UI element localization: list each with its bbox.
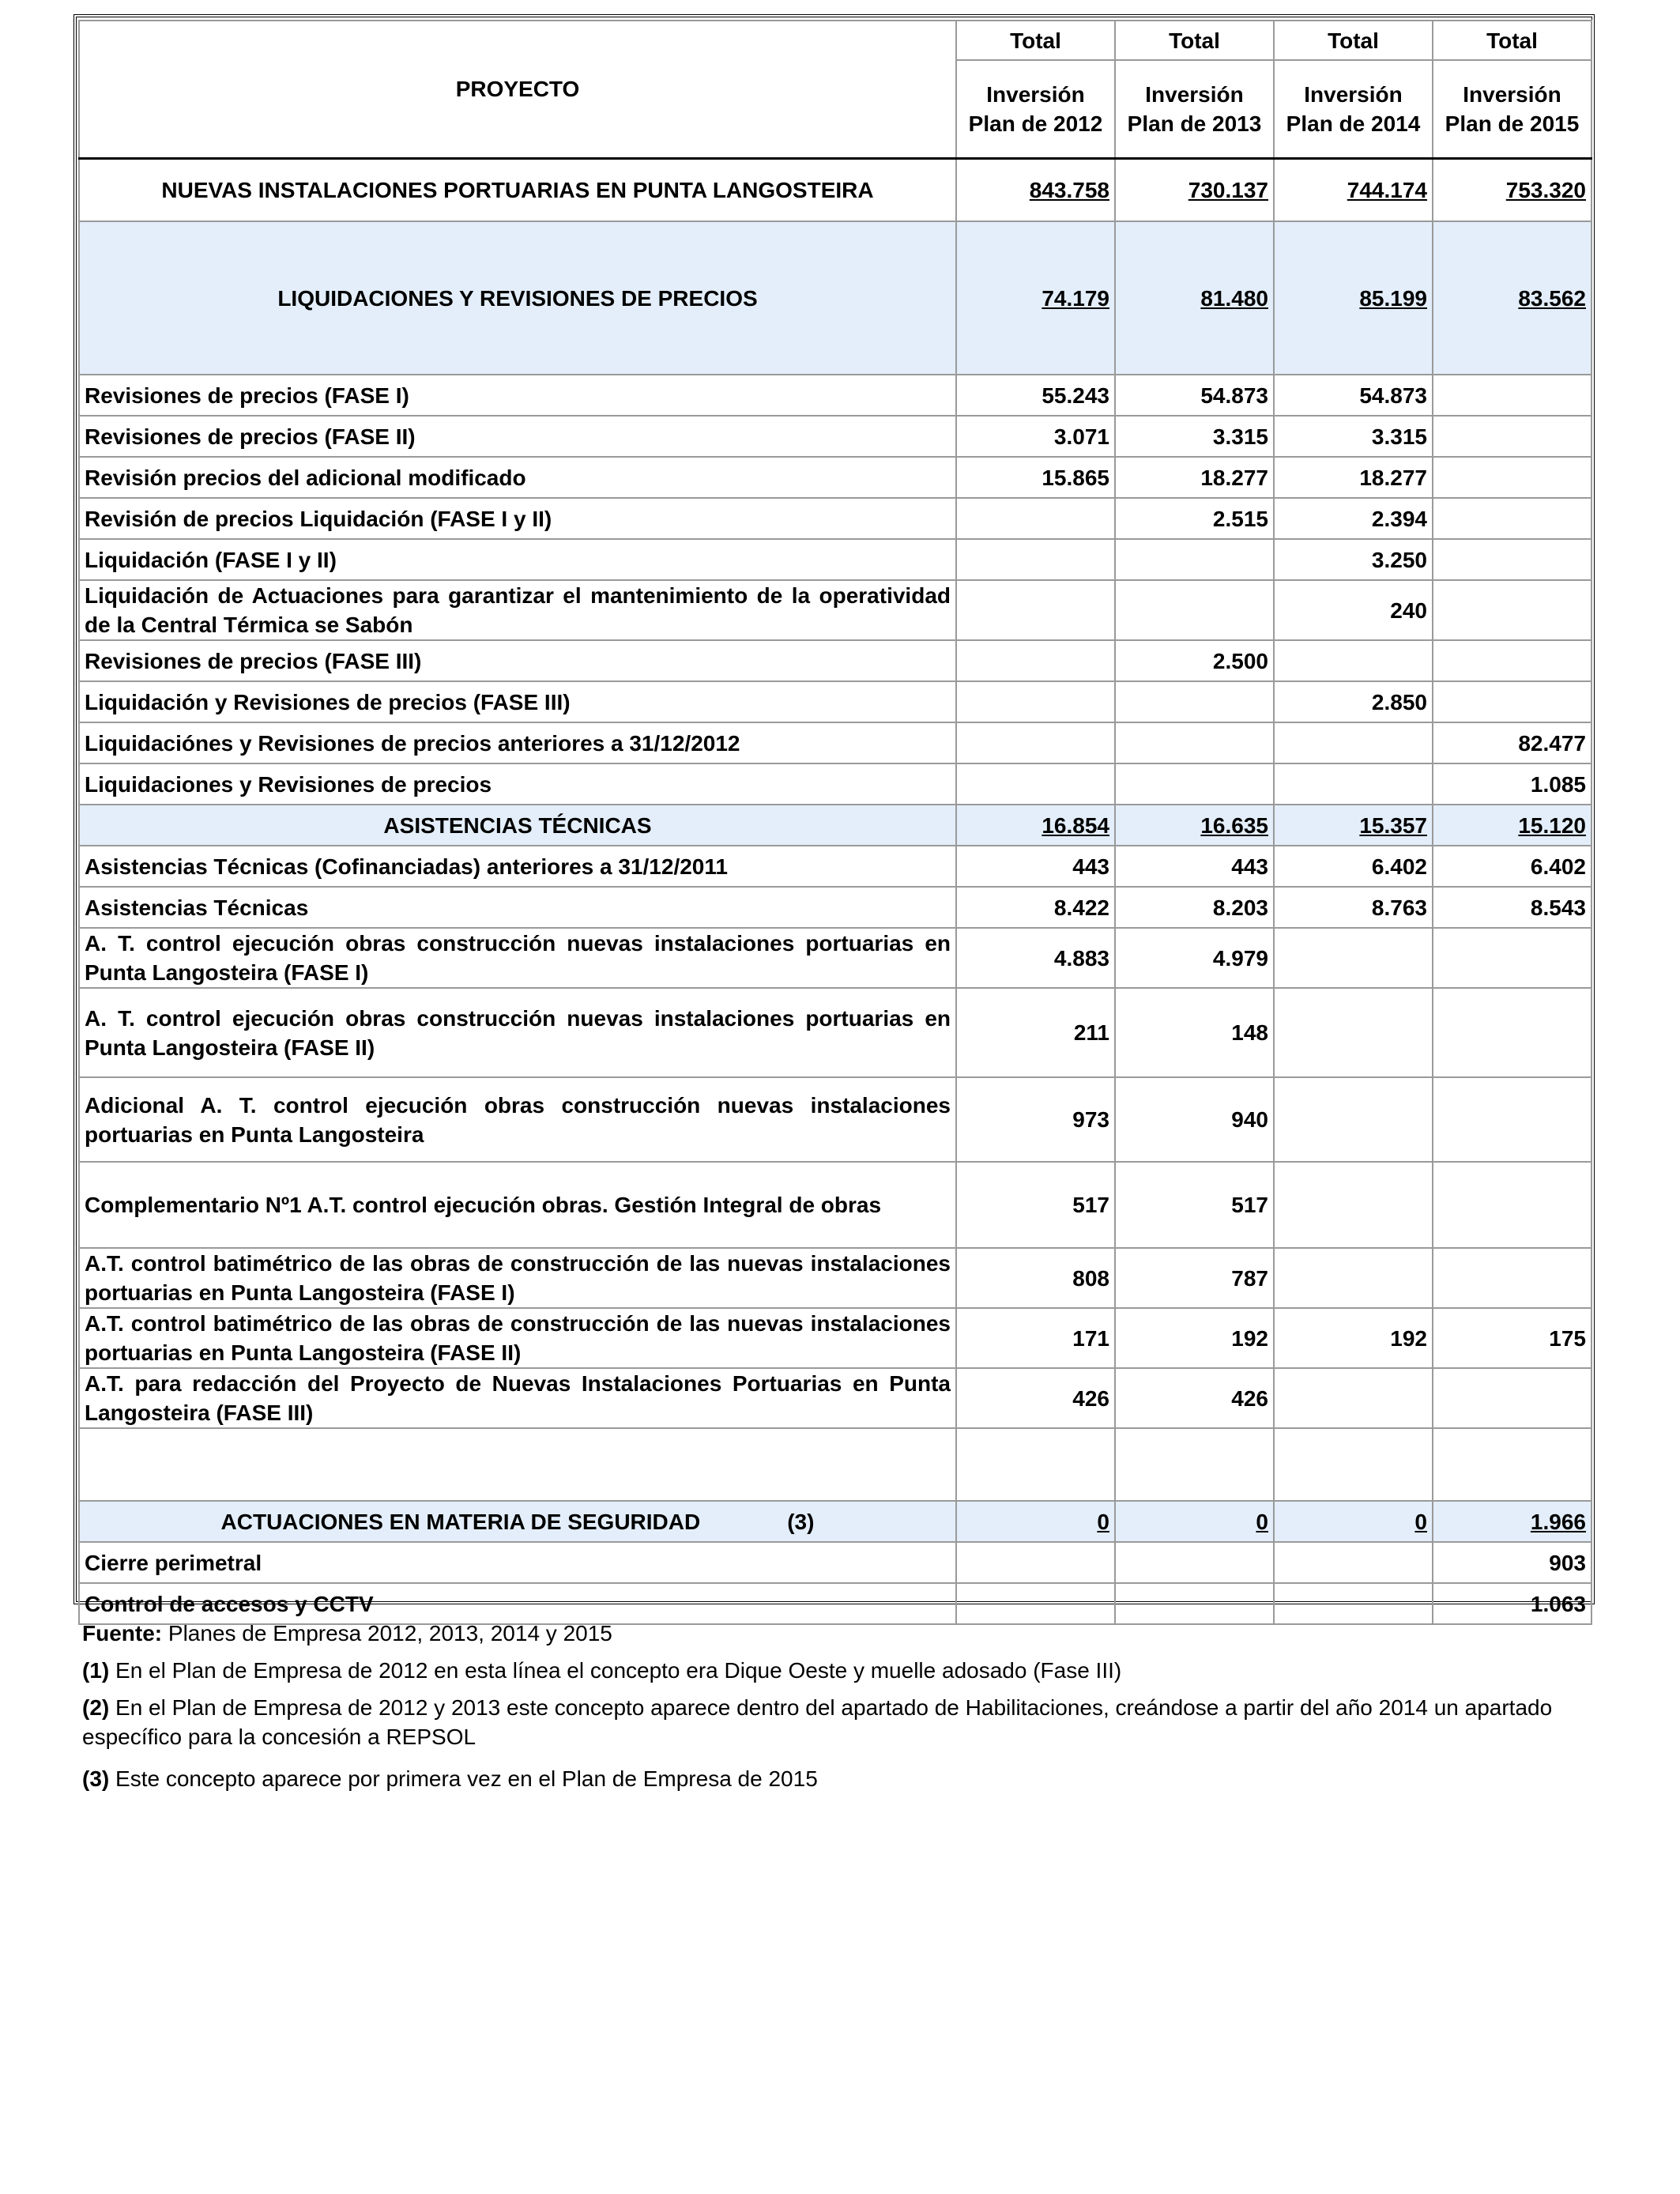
table-row: [79, 1368, 1591, 1428]
row-value: 18.277: [1115, 457, 1274, 498]
row-value: 8.543: [1433, 887, 1591, 928]
row-value: 6.402: [1433, 846, 1591, 887]
row-label: A. T. control ejecución obras construcción nuevas instalaciones portuarias en Punta Langosteira (FASE II): [79, 988, 956, 1077]
header-plan-2014: Inversión Plan de 2014: [1274, 60, 1433, 158]
row-value: 6.402: [1274, 846, 1433, 887]
row-value: [1433, 416, 1591, 457]
row-value: 3.315: [1274, 416, 1433, 457]
section-value: 0: [1256, 1509, 1268, 1534]
row-value: 240: [1274, 580, 1433, 640]
row-value: 1.085: [1433, 763, 1591, 805]
row-value: [956, 640, 1115, 681]
section-value: 0: [1097, 1509, 1109, 1534]
row-value: 973: [956, 1077, 1115, 1162]
row-value: [1433, 681, 1591, 722]
row-label: Revisiones de precios (FASE III): [79, 640, 956, 681]
footnote-ref: (3): [787, 1509, 815, 1534]
row-label: Revisiones de precios (FASE I): [79, 375, 956, 416]
row-label: Liquidación de Actuaciones para garantizar el mantenimiento de la operatividad de la Central Térmica se Sabón: [79, 580, 956, 640]
row-value: [1115, 539, 1274, 580]
row-value: 8.422: [956, 887, 1115, 928]
total-value: 744.174: [1347, 177, 1427, 202]
row-value: [1115, 580, 1274, 640]
table-row: [79, 988, 1591, 1077]
section-value: 16.635: [1200, 812, 1268, 838]
row-value: 426: [956, 1368, 1115, 1428]
footnote-1: (1) En el Plan de Empresa de 2012 en esta línea el concepto era Dique Oeste y muelle adosado (Fase III): [82, 1658, 1122, 1683]
table-row: [79, 457, 1591, 498]
row-label: Revisión de precios Liquidación (FASE I y II): [79, 498, 956, 539]
section-value: 0: [1414, 1509, 1427, 1534]
row-value: 148: [1115, 988, 1274, 1077]
section-value: 83.562: [1518, 285, 1586, 311]
section-label: ASISTENCIAS TÉCNICAS: [79, 805, 956, 846]
row-value: 4.883: [956, 928, 1115, 988]
row-value: 940: [1115, 1077, 1274, 1162]
row-value: [1274, 988, 1433, 1077]
row-value: [1433, 1077, 1591, 1162]
row-label: A.T. para redacción del Proyecto de Nuevas Instalaciones Portuarias en Punta Langosteira (FASE III): [79, 1368, 956, 1428]
row-value: 82.477: [1433, 722, 1591, 763]
table-row: [79, 1162, 1591, 1248]
row-value: 4.979: [1115, 928, 1274, 988]
table-row: [79, 580, 1591, 640]
row-value: [1433, 539, 1591, 580]
section-liquidaciones: [79, 221, 1591, 375]
row-value: 787: [1115, 1248, 1274, 1308]
row-label: Liquidaciones y Revisiones de precios: [79, 763, 956, 805]
section-value: 1.966: [1530, 1509, 1586, 1534]
table-row: [79, 681, 1591, 722]
row-label: Control de accesos y CCTV: [79, 1583, 956, 1624]
row-value: [1433, 1368, 1591, 1428]
row-value: [1433, 928, 1591, 988]
row-value: [956, 580, 1115, 640]
total-label: NUEVAS INSTALACIONES PORTUARIAS EN PUNTA LANGOSTEIRA: [79, 158, 956, 221]
section-value: 81.480: [1200, 285, 1268, 311]
section-value: 85.199: [1359, 285, 1427, 311]
row-value: 517: [956, 1162, 1115, 1248]
table-row: [79, 928, 1591, 988]
row-value: 192: [1115, 1308, 1274, 1368]
investment-table: [78, 20, 1592, 1625]
section-value: 15.357: [1359, 812, 1427, 838]
header-plan-2013: Inversión Plan de 2013: [1115, 60, 1274, 158]
total-value: 753.320: [1505, 177, 1586, 202]
footnotes: [82, 1619, 1591, 1801]
row-value: 192: [1274, 1308, 1433, 1368]
row-value: 171: [956, 1308, 1115, 1368]
row-value: 8.203: [1115, 887, 1274, 928]
row-value: [956, 1542, 1115, 1583]
table-row: [79, 539, 1591, 580]
row-value: 175: [1433, 1308, 1591, 1368]
table-row: [79, 640, 1591, 681]
section-seguridad: [79, 1501, 1591, 1542]
row-value: [1274, 1248, 1433, 1308]
row-value: [1115, 681, 1274, 722]
header-total: Total: [1115, 21, 1274, 60]
row-value: [1274, 1542, 1433, 1583]
table-row: [79, 498, 1591, 539]
row-value: 54.873: [1115, 375, 1274, 416]
table-row: [79, 722, 1591, 763]
section-value: 16.854: [1042, 812, 1109, 838]
row-value: [1115, 722, 1274, 763]
header-total: Total: [956, 21, 1115, 60]
row-value: 15.865: [956, 457, 1115, 498]
row-value: [956, 681, 1115, 722]
row-value: [956, 763, 1115, 805]
row-value: [1433, 1162, 1591, 1248]
row-value: [1115, 1542, 1274, 1583]
header-plan-2012: Inversión Plan de 2012: [956, 60, 1115, 158]
source-note: Fuente: Planes de Empresa 2012, 2013, 2014 y 2015: [82, 1621, 612, 1646]
row-value: 2.500: [1115, 640, 1274, 681]
row-label: A. T. control ejecución obras construcción nuevas instalaciones portuarias en Punta Langosteira (FASE I): [79, 928, 956, 988]
total-value: 730.137: [1188, 177, 1268, 202]
row-value: [1115, 763, 1274, 805]
row-value: 1.063: [1433, 1583, 1591, 1624]
header-project: PROYECTO: [79, 21, 956, 158]
table-row: [79, 846, 1591, 887]
total-row: [79, 158, 1591, 221]
row-value: [1274, 1162, 1433, 1248]
row-value: 808: [956, 1248, 1115, 1308]
row-label: A.T. control batimétrico de las obras de construcción de las nuevas instalaciones portuarias en Punta Langosteira (FASE II): [79, 1308, 956, 1368]
table-row: [79, 1077, 1591, 1162]
row-label: Liquidación (FASE I y II): [79, 539, 956, 580]
row-value: [1433, 375, 1591, 416]
footnote-2: (2) En el Plan de Empresa de 2012 y 2013 este concepto aparece dentro del apartado de Habilitaciones, creándose a partir del año 2014 un apartado específico para la concesión a REPSOL: [82, 1695, 1553, 1749]
row-value: 2.394: [1274, 498, 1433, 539]
row-value: 517: [1115, 1162, 1274, 1248]
table-row: [79, 1248, 1591, 1308]
table-row: [79, 416, 1591, 457]
row-value: [1433, 457, 1591, 498]
table-row: [79, 887, 1591, 928]
empty-row: [79, 1428, 1591, 1501]
row-label: Adicional A. T. control ejecución obras construcción nuevas instalaciones portuarias en Punta Langosteira: [79, 1077, 956, 1162]
row-value: 54.873: [1274, 375, 1433, 416]
row-value: [1274, 722, 1433, 763]
row-value: 2.850: [1274, 681, 1433, 722]
table-row: [79, 1308, 1591, 1368]
row-value: 3.071: [956, 416, 1115, 457]
row-value: [1274, 928, 1433, 988]
row-label: A.T. control batimétrico de las obras de construcción de las nuevas instalaciones portuarias en Punta Langosteira (FASE I): [79, 1248, 956, 1308]
row-value: [1433, 640, 1591, 681]
header-plan-2015: Inversión Plan de 2015: [1433, 60, 1591, 158]
section-value: 15.120: [1518, 812, 1586, 838]
row-value: 8.763: [1274, 887, 1433, 928]
row-value: 3.250: [1274, 539, 1433, 580]
row-value: 443: [1115, 846, 1274, 887]
row-value: [1433, 498, 1591, 539]
section-value: 74.179: [1042, 285, 1109, 311]
row-value: [1274, 763, 1433, 805]
header-total: Total: [1433, 21, 1591, 60]
row-value: [956, 498, 1115, 539]
footnote-3: (3) Este concepto aparece por primera vez en el Plan de Empresa de 2015: [82, 1766, 818, 1791]
row-value: [1274, 640, 1433, 681]
header-total: Total: [1274, 21, 1433, 60]
row-label: Revisiones de precios (FASE II): [79, 416, 956, 457]
row-label: Asistencias Técnicas (Cofinanciadas) anteriores a 31/12/2011: [79, 846, 956, 887]
row-value: [1433, 1248, 1591, 1308]
table-row: [79, 375, 1591, 416]
row-label: Asistencias Técnicas: [79, 887, 956, 928]
section-label: LIQUIDACIONES Y REVISIONES DE PRECIOS: [79, 221, 956, 375]
row-value: 18.277: [1274, 457, 1433, 498]
row-label: Revisión precios del adicional modificado: [79, 457, 956, 498]
row-value: [1274, 1077, 1433, 1162]
row-value: 211: [956, 988, 1115, 1077]
row-value: 426: [1115, 1368, 1274, 1428]
section-asistencias: [79, 805, 1591, 846]
row-value: 443: [956, 846, 1115, 887]
section-label: ACTUACIONES EN MATERIA DE SEGURIDAD (3): [79, 1501, 956, 1542]
row-value: 903: [1433, 1542, 1591, 1583]
row-label: Liquidación y Revisiones de precios (FASE III): [79, 681, 956, 722]
row-label: Cierre perimetral: [79, 1542, 956, 1583]
table-row: [79, 763, 1591, 805]
total-value: 843.758: [1029, 177, 1109, 202]
row-value: 2.515: [1115, 498, 1274, 539]
row-value: 55.243: [956, 375, 1115, 416]
table-row: [79, 1542, 1591, 1583]
row-value: 3.315: [1115, 416, 1274, 457]
row-label: Complementario Nº1 A.T. control ejecución obras. Gestión Integral de obras: [79, 1162, 956, 1248]
row-value: [1274, 1368, 1433, 1428]
row-value: [1433, 988, 1591, 1077]
row-value: [956, 722, 1115, 763]
row-value: [1433, 580, 1591, 640]
row-label: Liquidaciónes y Revisiones de precios anteriores a 31/12/2012: [79, 722, 956, 763]
row-value: [956, 539, 1115, 580]
